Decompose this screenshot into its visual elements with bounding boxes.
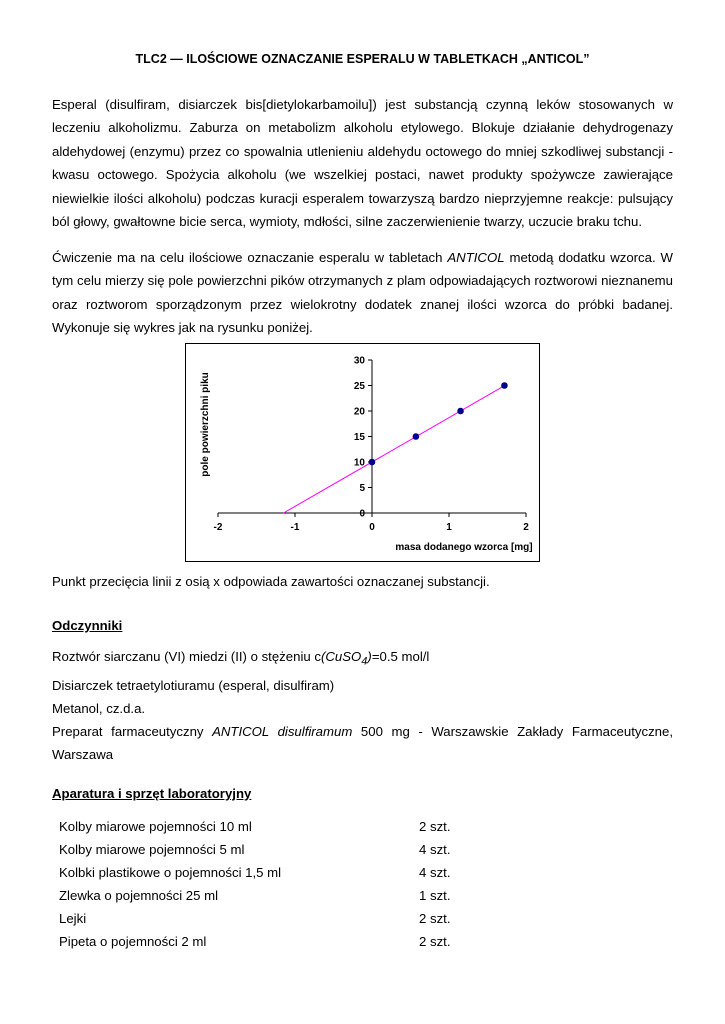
equipment-qty: 2 szt. (419, 911, 451, 926)
y-tick-label: 25 (353, 381, 365, 392)
table-row (59, 838, 479, 861)
equipment-qty: 2 szt. (419, 819, 451, 834)
reagent-4-post: 500 mg - Warszawskie Zakłady Farmaceutyczne, Warszawa (52, 723, 673, 762)
reagent-item: Disiarczek tetraetylotiuramu (esperal, disulfiram) (52, 677, 335, 693)
method-text-2: metodą dodatku wzorca. W tym celu mierzy się pole powierzchni pików otrzymanych z plam odpowiadających roztworowi nieznanemu oraz roztworom sporządzonym przez wielokrotny dodatek znanej ilości wzorca do próbki badanej. Wykonuje się wykres jak na rysunku poniżej. (52, 250, 674, 336)
reagent-4-italic: ANTICOL disulfiramum (212, 723, 353, 739)
table-row (59, 907, 479, 930)
formula-subscript: 4 (361, 655, 368, 668)
y-tick-label: 0 (359, 508, 365, 520)
equipment-name: Kolbki plastikowe o pojemności 1,5 ml (59, 865, 282, 880)
trendline (283, 386, 504, 513)
y-tick-label: 15 (353, 432, 365, 443)
equipment-table (59, 815, 479, 953)
equipment-qty: 2 szt. (419, 934, 451, 949)
x-axis-label: masa dodanego wzorca [mg] (395, 542, 533, 553)
data-point (501, 382, 508, 389)
equipment-name: Kolby miarowe pojemności 5 ml (59, 842, 245, 857)
method-text-1: Ćwiczenie ma na celu ilościowe oznaczanie esperalu w tabletach (52, 250, 448, 265)
x-ticks (214, 513, 530, 533)
chart-svg (186, 344, 539, 561)
reagent-item: Metanol, cz.d.a. (52, 700, 146, 716)
data-point (413, 433, 420, 440)
y-tick-label: 30 (353, 355, 365, 367)
reagent-4-pre: Preparat farmaceutyczny (52, 723, 213, 739)
reagents-heading: Odczynniki (52, 618, 123, 633)
data-point (457, 408, 464, 415)
equipment-qty: 4 szt. (419, 842, 451, 857)
equipment-name: Kolby miarowe pojemności 10 ml (59, 819, 252, 834)
method-paragraph (52, 246, 673, 340)
formula-close: ) (367, 649, 372, 664)
equipment-qty: 4 szt. (419, 865, 451, 880)
x-tick-label: 2 (523, 522, 529, 533)
table-row (59, 815, 479, 838)
equipment-name: Lejki (59, 911, 87, 926)
chart-caption: Punkt przecięcia linii z osią x odpowiada zawartości oznaczanej substancji. (52, 574, 490, 589)
equipment-heading: Aparatura i sprzęt laboratoryjny (52, 786, 252, 801)
table-row (59, 861, 479, 884)
equipment-qty: 1 szt. (419, 888, 451, 903)
y-tick-label: 5 (359, 483, 365, 494)
y-tick-label: 10 (353, 457, 365, 469)
equipment-name: Zlewka o pojemności 25 ml (59, 888, 219, 903)
method-italic: ANTICOL (447, 250, 505, 265)
y-tick-label: 20 (353, 406, 365, 418)
reagent-1-formula (320, 649, 372, 668)
data-point (369, 459, 376, 466)
y-ticks (354, 356, 372, 520)
reagent-1-conc: =0.5 mol/l (371, 649, 430, 664)
table-row (59, 930, 479, 953)
x-tick-label: -1 (290, 522, 300, 533)
reagent-item (52, 645, 673, 674)
y-axis-label: pole powierzchni piku (200, 372, 211, 477)
formula-text: (CuSO (320, 649, 362, 664)
x-tick-label: 1 (446, 522, 452, 533)
standard-addition-chart (185, 343, 540, 562)
document-title: TLC2 — ILOŚCIOWE OZNACZANIE ESPERALU W TABLETKACH „ANTICOL” (135, 52, 590, 66)
reagent-1-text: Roztwór siarczanu (VI) miedzi (II) o stężeniu c (52, 649, 321, 664)
reagents-list (52, 645, 673, 766)
equipment-name: Pipeta o pojemności 2 ml (59, 934, 207, 949)
x-tick-label: -2 (213, 522, 223, 533)
reagent-item (52, 720, 673, 766)
intro-paragraph: Esperal (disulfiram, disiarczek bis[dietylokarbamoilu]) jest substancją czynną leków stosowanych w leczeniu alkoholizmu. Zaburza on metabolizm alkoholu etylowego. Blokuje działanie dehydrogenazy aldehydowej (enzymu) przez co spowalnia utlenieniu aldehydu octowego do mniej szkodliwej substancji - kwasu octowego. Spożycia alkoholu (we wszelkiej postaci, nawet produkty spożywcze zawierające niewielkie ilości alkoholu) podczas kuracji esperalem towarzyszą bardzo nieprzyjemne reakcje: pulsujący ból głowy, gwałtowne bicie serca, wymioty, mdłości, silne zaczerwienienie twarzy, uczucie braku tchu. (52, 97, 673, 230)
x-tick-label: 0 (369, 522, 375, 533)
table-row (59, 884, 479, 907)
